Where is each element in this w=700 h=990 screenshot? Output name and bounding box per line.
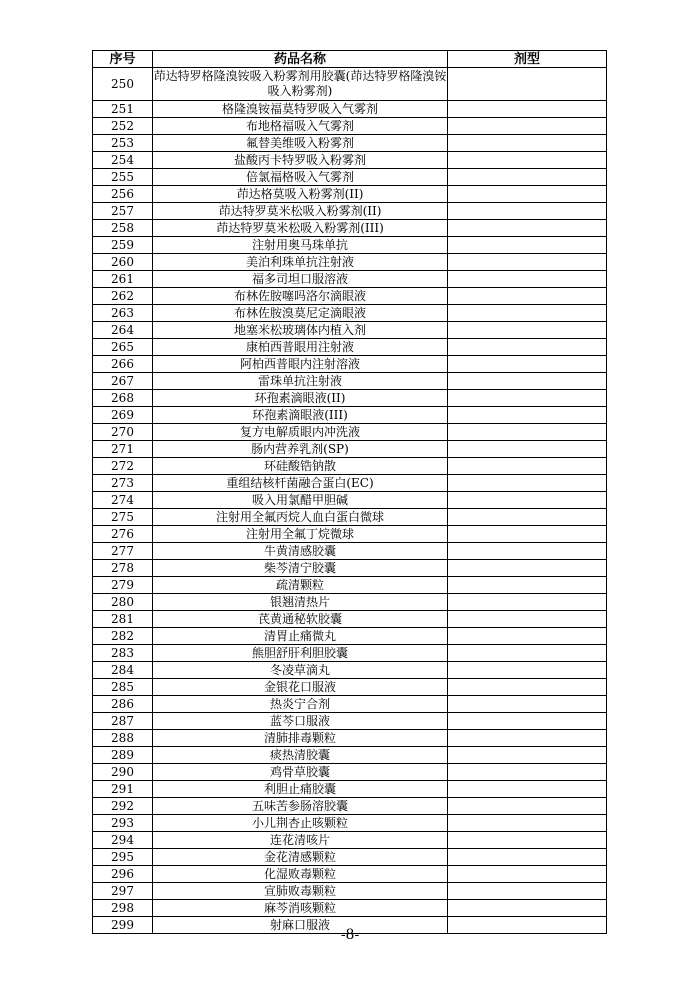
row-seq: 258: [93, 220, 153, 237]
row-drug-name: 格隆溴铵福莫特罗吸入气雾剂: [153, 101, 448, 118]
row-dosage-form: [448, 798, 607, 815]
row-seq: 268: [93, 390, 153, 407]
row-dosage-form: [448, 645, 607, 662]
row-drug-name: 清胃止痛微丸: [153, 628, 448, 645]
row-seq: 293: [93, 815, 153, 832]
row-seq: 286: [93, 696, 153, 713]
table-row: [93, 186, 607, 203]
table-row: [93, 254, 607, 271]
row-drug-name: 倍氯福格吸入气雾剂: [153, 169, 448, 186]
table-row: [93, 900, 607, 917]
row-dosage-form: [448, 781, 607, 798]
row-drug-name: 康柏西普眼用注射液: [153, 339, 448, 356]
row-drug-name: 肠内营养乳剂(SP): [153, 441, 448, 458]
row-seq: 280: [93, 594, 153, 611]
row-drug-name: 蓝芩口服液: [153, 713, 448, 730]
row-dosage-form: [448, 288, 607, 305]
table-row: [93, 475, 607, 492]
row-dosage-form: [448, 594, 607, 611]
row-seq: 274: [93, 492, 153, 509]
row-dosage-form: [448, 543, 607, 560]
table-row: [93, 492, 607, 509]
row-drug-name: 麻芩消咳颗粒: [153, 900, 448, 917]
row-dosage-form: [448, 849, 607, 866]
row-drug-name: 美泊利珠单抗注射液: [153, 254, 448, 271]
row-drug-name: 盐酸丙卡特罗吸入粉雾剂: [153, 152, 448, 169]
row-dosage-form: [448, 101, 607, 118]
table-row: [93, 356, 607, 373]
row-drug-name: 重组结核杆菌融合蛋白(EC): [153, 475, 448, 492]
row-drug-name: 射麻口服液: [153, 917, 448, 934]
row-dosage-form: [448, 237, 607, 254]
row-dosage-form: [448, 254, 607, 271]
row-drug-name: 复方电解质眼内冲洗液: [153, 424, 448, 441]
row-drug-name: 环孢素滴眼液(III): [153, 407, 448, 424]
row-seq: 265: [93, 339, 153, 356]
row-seq: 254: [93, 152, 153, 169]
row-dosage-form: [448, 526, 607, 543]
row-dosage-form: [448, 220, 607, 237]
table-row: [93, 339, 607, 356]
header-dosage-form: 剂型: [448, 51, 607, 68]
row-drug-name: 柴芩清宁胶囊: [153, 560, 448, 577]
row-drug-name: 注射用全氟丁烷微球: [153, 526, 448, 543]
row-drug-name: 雷珠单抗注射液: [153, 373, 448, 390]
table-row: [93, 577, 607, 594]
table-row: [93, 305, 607, 322]
row-seq: 263: [93, 305, 153, 322]
row-drug-name: 布林佐胺溴莫尼定滴眼液: [153, 305, 448, 322]
row-dosage-form: [448, 203, 607, 220]
row-drug-name: 茚达特罗莫米松吸入粉雾剂(III): [153, 220, 448, 237]
row-dosage-form: [448, 373, 607, 390]
row-drug-name: 茚达特罗莫米松吸入粉雾剂(II): [153, 203, 448, 220]
row-seq: 260: [93, 254, 153, 271]
table-row: [93, 152, 607, 169]
row-dosage-form: [448, 696, 607, 713]
row-dosage-form: [448, 441, 607, 458]
row-dosage-form: [448, 424, 607, 441]
row-seq: 256: [93, 186, 153, 203]
table-row: [93, 424, 607, 441]
row-drug-name: 冬凌草滴丸: [153, 662, 448, 679]
row-drug-name: 布林佐胺噻吗洛尔滴眼液: [153, 288, 448, 305]
table-row: [93, 288, 607, 305]
row-seq: 282: [93, 628, 153, 645]
table-row: [93, 832, 607, 849]
row-dosage-form: [448, 322, 607, 339]
row-dosage-form: [448, 305, 607, 322]
row-dosage-form: [448, 883, 607, 900]
row-dosage-form: [448, 407, 607, 424]
table-row: [93, 118, 607, 135]
table-row: [93, 679, 607, 696]
row-seq: 271: [93, 441, 153, 458]
row-seq: 292: [93, 798, 153, 815]
row-seq: 296: [93, 866, 153, 883]
row-seq: 291: [93, 781, 153, 798]
row-dosage-form: [448, 169, 607, 186]
row-drug-name: 热炎宁合剂: [153, 696, 448, 713]
row-drug-name: 银翘清热片: [153, 594, 448, 611]
row-seq: 295: [93, 849, 153, 866]
row-seq: 275: [93, 509, 153, 526]
row-seq: 277: [93, 543, 153, 560]
row-dosage-form: [448, 866, 607, 883]
table-row: [93, 101, 607, 118]
row-dosage-form: [448, 577, 607, 594]
row-seq: 253: [93, 135, 153, 152]
row-dosage-form: [448, 475, 607, 492]
row-dosage-form: [448, 832, 607, 849]
row-drug-name: 痰热清胶囊: [153, 747, 448, 764]
row-dosage-form: [448, 68, 607, 101]
table-row: [93, 390, 607, 407]
row-seq: 281: [93, 611, 153, 628]
table-row: [93, 866, 607, 883]
table-row: [93, 560, 607, 577]
row-drug-name: 环孢素滴眼液(II): [153, 390, 448, 407]
table-row: [93, 594, 607, 611]
row-dosage-form: [448, 764, 607, 781]
table-row: [93, 713, 607, 730]
header-drug-name: 药品名称: [153, 51, 448, 68]
row-seq: 250: [93, 68, 153, 101]
table-row: [93, 203, 607, 220]
row-seq: 251: [93, 101, 153, 118]
table-row: [93, 611, 607, 628]
row-drug-name: 宣肺败毒颗粒: [153, 883, 448, 900]
row-seq: 255: [93, 169, 153, 186]
row-drug-name: 金花清感颗粒: [153, 849, 448, 866]
table-row: [93, 271, 607, 288]
row-drug-name: 鸡骨草胶囊: [153, 764, 448, 781]
row-drug-name: 五味苦参肠溶胶囊: [153, 798, 448, 815]
row-seq: 279: [93, 577, 153, 594]
row-seq: 273: [93, 475, 153, 492]
row-drug-name: 小儿荆杏止咳颗粒: [153, 815, 448, 832]
row-seq: 290: [93, 764, 153, 781]
table-row: [93, 645, 607, 662]
row-dosage-form: [448, 492, 607, 509]
row-drug-name: 连花清咳片: [153, 832, 448, 849]
row-dosage-form: [448, 611, 607, 628]
row-seq: 288: [93, 730, 153, 747]
table-header-row: [93, 51, 607, 68]
row-seq: 276: [93, 526, 153, 543]
table-row: [93, 458, 607, 475]
table-row: [93, 169, 607, 186]
row-seq: 270: [93, 424, 153, 441]
row-dosage-form: [448, 560, 607, 577]
row-dosage-form: [448, 679, 607, 696]
row-seq: 297: [93, 883, 153, 900]
row-drug-name: 福多司坦口服溶液: [153, 271, 448, 288]
row-seq: 267: [93, 373, 153, 390]
row-drug-name: 注射用奥马珠单抗: [153, 237, 448, 254]
table-row: [93, 662, 607, 679]
row-dosage-form: [448, 509, 607, 526]
table-row: [93, 781, 607, 798]
row-seq: 299: [93, 917, 153, 934]
table-row: [93, 441, 607, 458]
row-seq: 252: [93, 118, 153, 135]
row-drug-name: 环硅酸锆钠散: [153, 458, 448, 475]
table-row: [93, 407, 607, 424]
row-dosage-form: [448, 186, 607, 203]
page-number: -8-: [340, 927, 360, 943]
row-drug-name: 牛黄清感胶囊: [153, 543, 448, 560]
row-drug-name: 金银花口服液: [153, 679, 448, 696]
table-row: [93, 373, 607, 390]
table-row: [93, 237, 607, 254]
header-seq: 序号: [93, 51, 153, 68]
row-drug-name: 布地格福吸入气雾剂: [153, 118, 448, 135]
row-dosage-form: [448, 747, 607, 764]
row-drug-name: 清肺排毒颗粒: [153, 730, 448, 747]
drug-list-table: [92, 50, 607, 934]
row-seq: 298: [93, 900, 153, 917]
row-dosage-form: [448, 390, 607, 407]
row-drug-name: 疏清颗粒: [153, 577, 448, 594]
row-drug-name: 吸入用氯醋甲胆碱: [153, 492, 448, 509]
table-row: [93, 220, 607, 237]
table-row: [93, 322, 607, 339]
table-row: [93, 628, 607, 645]
row-dosage-form: [448, 152, 607, 169]
row-drug-name: 茚达特罗格隆溴铵吸入粉雾剂用胶囊(茚达特罗格隆溴铵吸入粉雾剂): [153, 68, 448, 101]
row-drug-name: 熊胆舒肝利胆胶囊: [153, 645, 448, 662]
row-dosage-form: [448, 662, 607, 679]
table-row: [93, 696, 607, 713]
row-dosage-form: [448, 713, 607, 730]
row-drug-name: 注射用全氟丙烷人血白蛋白微球: [153, 509, 448, 526]
table-row: [93, 798, 607, 815]
table-row: [93, 883, 607, 900]
row-dosage-form: [448, 730, 607, 747]
row-dosage-form: [448, 271, 607, 288]
table-row: [93, 747, 607, 764]
row-seq: 287: [93, 713, 153, 730]
table-row: [93, 849, 607, 866]
row-dosage-form: [448, 118, 607, 135]
row-seq: 266: [93, 356, 153, 373]
row-drug-name: 化湿败毒颗粒: [153, 866, 448, 883]
table-row: [93, 135, 607, 152]
row-seq: 278: [93, 560, 153, 577]
row-seq: 262: [93, 288, 153, 305]
table-body: [93, 68, 607, 934]
row-drug-name: 茚达格莫吸入粉雾剂(II): [153, 186, 448, 203]
row-drug-name: 氟替美维吸入粉雾剂: [153, 135, 448, 152]
table-row: [93, 764, 607, 781]
row-seq: 289: [93, 747, 153, 764]
row-seq: 272: [93, 458, 153, 475]
table-row: [93, 543, 607, 560]
row-dosage-form: [448, 458, 607, 475]
row-seq: 261: [93, 271, 153, 288]
row-seq: 259: [93, 237, 153, 254]
row-drug-name: 阿柏西普眼内注射溶液: [153, 356, 448, 373]
row-drug-name: 地塞米松玻璃体内植入剂: [153, 322, 448, 339]
row-dosage-form: [448, 628, 607, 645]
row-seq: 285: [93, 679, 153, 696]
row-seq: 294: [93, 832, 153, 849]
row-seq: 257: [93, 203, 153, 220]
row-dosage-form: [448, 135, 607, 152]
table-row: [93, 730, 607, 747]
table-row: [93, 509, 607, 526]
row-dosage-form: [448, 815, 607, 832]
row-seq: 284: [93, 662, 153, 679]
row-drug-name: 芪黄通秘软胶囊: [153, 611, 448, 628]
table-row: [93, 815, 607, 832]
row-drug-name: 利胆止痛胶囊: [153, 781, 448, 798]
row-seq: 264: [93, 322, 153, 339]
row-dosage-form: [448, 900, 607, 917]
row-dosage-form: [448, 356, 607, 373]
row-seq: 283: [93, 645, 153, 662]
table-row: [93, 68, 607, 101]
row-dosage-form: [448, 339, 607, 356]
row-seq: 269: [93, 407, 153, 424]
table-row: [93, 526, 607, 543]
